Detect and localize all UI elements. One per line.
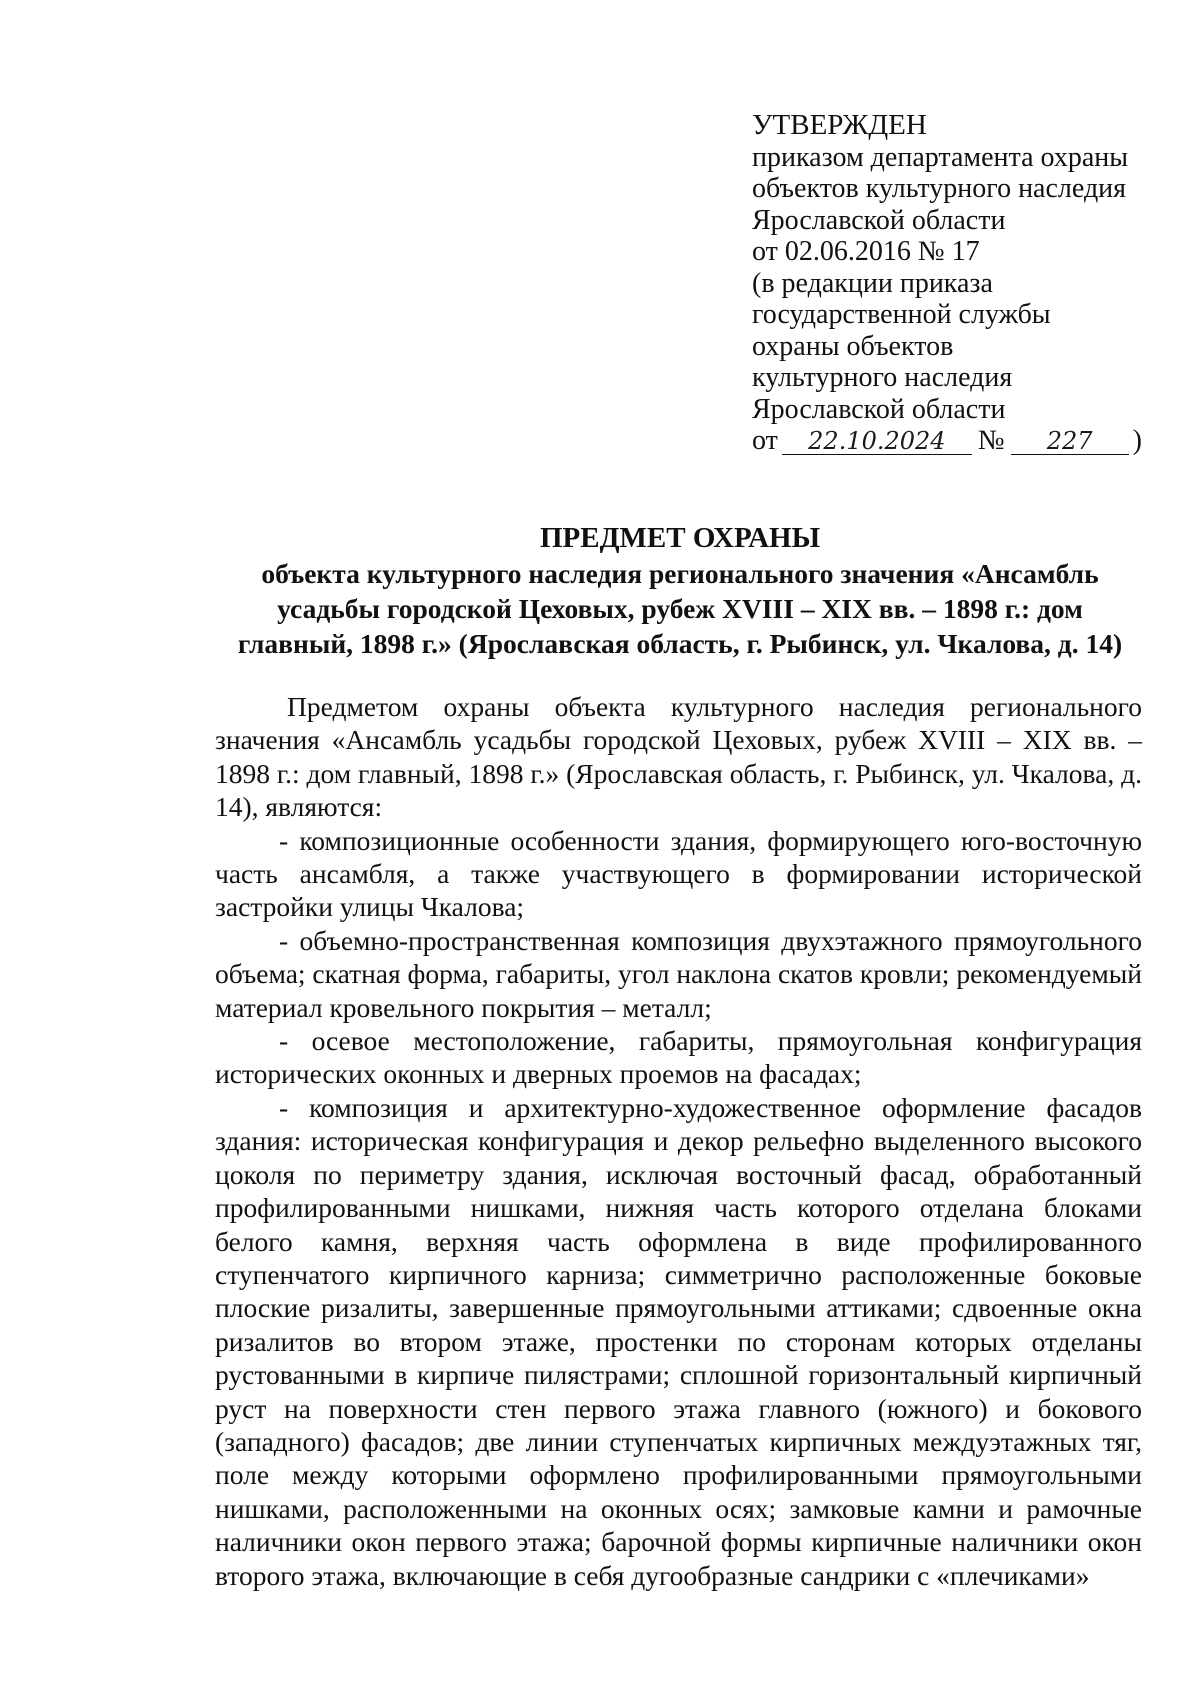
handwritten-date: 22.10.2024 bbox=[782, 428, 972, 455]
document-subtitle-line: объекта культурного наследия регионального значения «Ансамбль bbox=[261, 558, 1099, 589]
list-item: - композиция и архитектурно-художественное оформление фасадов здания: историческая конфигурация и декор рельефно выделенного высокого цоколя по периметру здания, исключая восточный фасад, обработанный профилированными нишками, нижняя часть которого отделана блоками белого камня, верхняя часть оформлена в виде профилированного ступенчатого кирпичного карниза; симметрично расположенные боковые плоские ризалиты, завершенные прямоугольными аттиками; сдвоенные окна ризалитов во втором этаже, простенки по сторонам которых отделаны рустованными в кирпиче пилястрами; сплошной горизонтальный кирпичный руст на поверхности стен первого этажа главного (южного) и бокового (западного) фасадов; две линии ступенчатых кирпичных междуэтажных тяг, поле между которыми оформлено профилированными прямоугольными нишками, расположенными на оконных осях; замковые камни и рамочные наличники окон первого этажа; барочной формы кирпичные наличники окон второго этажа, включающие в себя дугообразные сандрики с «плечиками» bbox=[215, 1091, 1142, 1591]
approval-title: УТВЕРЖДЕН bbox=[752, 109, 927, 141]
approval-line: объектов культурного наследия bbox=[752, 173, 1127, 204]
approval-stamp-block bbox=[752, 110, 1172, 457]
list-item: - объемно-пространственная композиция двухэтажного прямоугольного объема; скатная форма, габариты, угол наклона скатов кровли; рекомендуемый материал кровельного покрытия – металл; bbox=[215, 924, 1142, 1023]
approval-from-prefix: от bbox=[752, 425, 778, 456]
approval-line: Ярославской области bbox=[752, 393, 1006, 425]
document-heading bbox=[215, 520, 1145, 661]
approval-line: государственной службы bbox=[752, 299, 1051, 330]
approval-line: (в редакции приказа bbox=[752, 267, 993, 299]
approval-line: от 02.06.2016 № 17 bbox=[752, 236, 980, 267]
approval-line: Ярославской области bbox=[752, 204, 1006, 236]
document-title: ПРЕДМЕТ ОХРАНЫ bbox=[539, 522, 821, 554]
handwritten-number: 227 bbox=[1011, 428, 1129, 455]
closing-parenthesis: ) bbox=[1132, 425, 1142, 456]
list-item: - композиционные особенности здания, формирующего юго-восточную часть ансамбля, а также участвующего в формировании исторической застройки улицы Чкалова; bbox=[215, 824, 1142, 923]
approval-line: приказом департамента охраны bbox=[752, 141, 1129, 173]
document-body bbox=[215, 690, 1142, 1592]
approval-last-line bbox=[752, 425, 1172, 457]
number-sign: № bbox=[977, 425, 1005, 456]
document-subtitle-line: усадьбы городской Цеховых, рубеж XVIII – XIX вв. – 1898 г.: дом bbox=[277, 593, 1083, 624]
document-subtitle-line: главный, 1898 г.» (Ярославская область, г. Рыбинск, ул. Чкалова, д. 14) bbox=[237, 628, 1123, 659]
lead-paragraph: Предметом охраны объекта культурного наследия регионального значения «Ансамбль усадьбы городской Цеховых, рубеж XVIII – XIX вв. – 1898 г.: дом главный, 1898 г.» (Ярославская область, г. Рыбинск, ул. Чкалова, д. 14), являются: bbox=[215, 691, 1142, 823]
approval-line: охраны объектов bbox=[752, 330, 954, 362]
list-item: - осевое местоположение, габариты, прямоугольная конфигурация исторических оконных и дверных проемов на фасадах; bbox=[215, 1025, 1142, 1090]
approval-line: культурного наследия bbox=[752, 362, 1013, 393]
